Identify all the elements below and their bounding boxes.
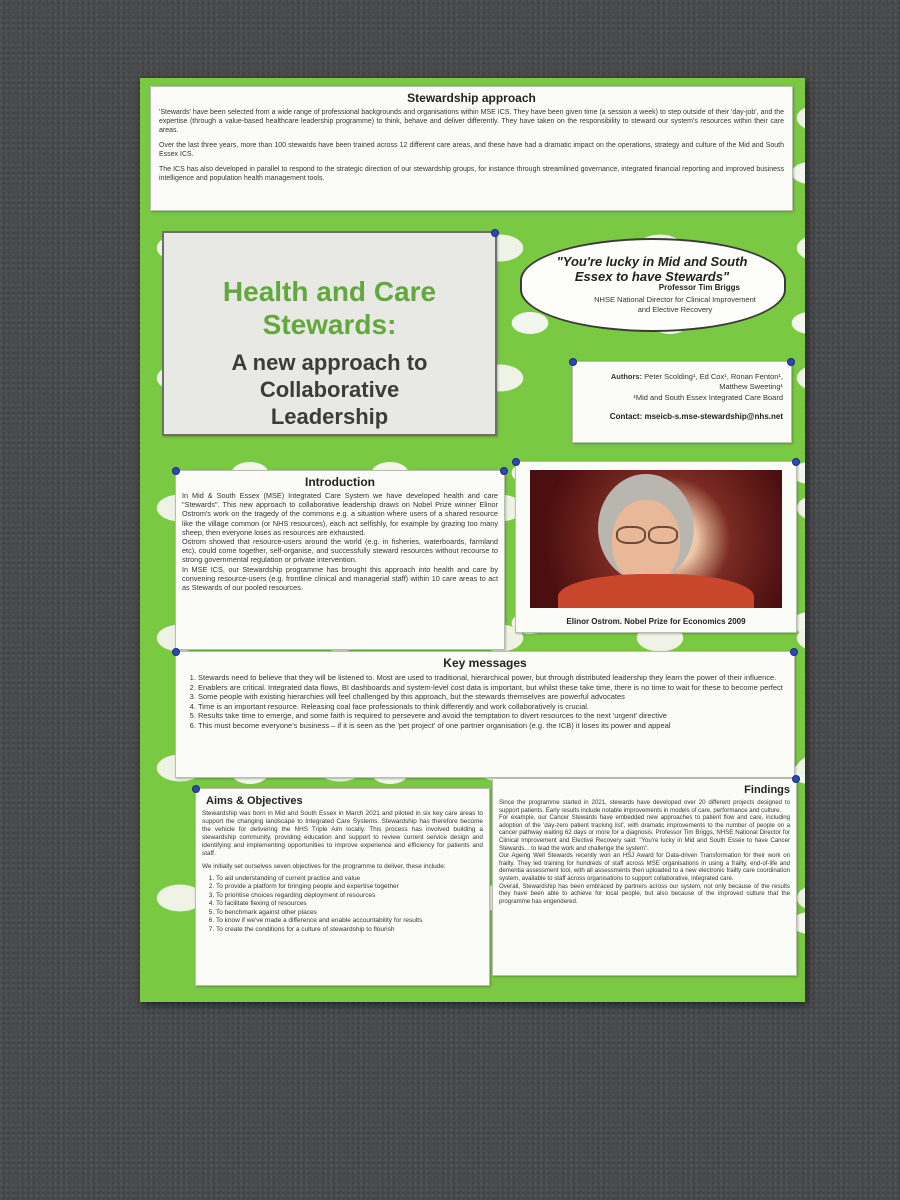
pin-icon xyxy=(512,458,520,466)
aims-paragraph: We initially set ourselves seven objectives for the programme to deliver, these include: xyxy=(202,862,446,870)
findings-box xyxy=(492,778,797,976)
list-item: 2. To provide a platform for bringing people and expertise together xyxy=(216,883,483,892)
pin-icon xyxy=(491,229,499,237)
introduction-paragraph: In MSE ICS, our Stewardship programme has brought this approach into health and care by convening resource-users (e.g. frontline clinical and managerial staff) within 10 care areas to act as Stewards of our pooled resources. xyxy=(182,564,498,593)
quote-role: NHSE National Director for Clinical Improvement and Elective Recovery xyxy=(594,295,756,314)
stewardship-paragraph: Over the last three years, more than 100 stewards have been trained across 12 different care areas, and these have had a dramatic impact on the operations, strategy and culture of the Mid and South Essex ICS. xyxy=(159,142,784,158)
pin-icon xyxy=(569,358,577,366)
stewardship-paragraph: 'Stewards' have been selected from a wide range of professional backgrounds and organisations within MSE ICS. They have been given time (a session a week) to step outside of their 'day-job', and the expertise (through a value-based healthcare leadership programme) to think, behave and deliver differently. They have taken on the responsibility to steward our system's resources within their care areas. xyxy=(159,109,784,134)
quote-text: "You're lucky in Mid and South Essex to have Stewards" xyxy=(556,254,748,284)
authors-affiliation: ¹Mid and South Essex Integrated Care Board xyxy=(633,393,783,402)
photo-box xyxy=(515,461,797,633)
stewardship-approach-box xyxy=(150,86,793,211)
list-item: 1. To aid understanding of current practice and value xyxy=(216,875,483,884)
poster-subtitle: A new approach to Collaborative Leadership xyxy=(231,350,428,429)
key-messages-box xyxy=(175,651,795,778)
list-item: 4. Time is an important resource. Releasing coal face professionals to think differently and work collaboratively is crucial. xyxy=(198,702,786,712)
findings-paragraph: Overall, Stewardship has been embraced by partners across our system, not only because of the results they have been able to achieve for local people, but also because of the improved culture that the programme has engendered. xyxy=(499,882,790,905)
quote-author: Professor Tim Briggs xyxy=(658,283,740,292)
pin-icon xyxy=(787,358,795,366)
introduction-box xyxy=(175,470,505,650)
poster-title: Health and Care Stewards: xyxy=(222,276,437,340)
authors-names: Peter Scolding¹, Ed Cox¹, Ronan Fenton¹, Matthew Sweeting¹ xyxy=(644,372,783,391)
list-item: 3. Some people with existing hierarchies will feel challenged by this approach, but the stewards themselves are powerful advocates xyxy=(198,692,786,702)
pin-icon xyxy=(500,467,508,475)
findings-paragraph: Since the programme started in 2021, stewards have developed over 20 different projects designed to support patients. Early results include notable improvements in models of care, performance and culture. xyxy=(499,799,790,814)
poster xyxy=(140,78,805,1002)
introduction-paragraph: Ostrom showed that resource-users around the world (e.g. in fisheries, waterboards, farmland etc), could come together, self-organise, and successfully steward resources without recourse to strong governmental regulation or private intervention. xyxy=(182,537,498,565)
pin-icon xyxy=(792,458,800,466)
introduction-title: Introduction xyxy=(305,475,375,489)
findings-paragraph: Our Ageing Well Stewards recently won an HSJ Award for Data-driven Transformation for their work on frailty. They led training for hundreds of staff across MSE organisations in using a frailty, end-of-life and dementia assessment tool, with all assessments then uploaded to a new electronic frailty care coordination system, available to staff across organisations to support collaborative, integrated care. xyxy=(499,852,790,882)
pin-icon xyxy=(792,775,800,783)
list-item: 5. To benchmark against other places xyxy=(216,909,483,918)
list-item: 2. Enablers are critical. Integrated data flows, BI dashboards and system-level cost data is important, but whilst these take time, there is no time to wait for these to become perfect xyxy=(198,683,786,693)
aims-paragraph: Stewardship was born in Mid and South Essex in March 2021 and piloted in six key care areas to support the changing landscape to Integrated Care Systems. Stewardship has therefore become the vehicle for delivering the NHS Triple Aim locally. This process has involved building a stewardship community, providing education and support to review current service design and identifying and implementing opportunities to improve experience and efficiency for patients and staff. xyxy=(202,810,483,858)
list-item: 7. To create the conditions for a culture of stewardship to flourish xyxy=(216,926,483,935)
findings-paragraph: For example, our Cancer Stewards have embedded new approaches to patient flow and care, including adoption of the 'day-zero patient tracking list', with dramatic improvements to the number of people on a cancer pathway waiting 62 days or more for a diagnosis. Professor Tim Briggs, NHSE National Director for Clinical Improvement and Elective Recovery said: "You're lucky in Mid and South Essex to have Cancer Stewards... to lead the work and challenge the system". xyxy=(499,814,790,852)
contact-email[interactable]: mseicb-s.mse-stewardship@nhs.net xyxy=(644,412,783,421)
aims-title: Aims & Objectives xyxy=(206,795,303,807)
key-messages-title: Key messages xyxy=(443,656,527,670)
authors-box xyxy=(572,361,792,443)
photo-caption: Elinor Ostrom. Nobel Prize for Economics 2009 xyxy=(566,617,746,626)
elinor-ostrom-photo xyxy=(530,470,782,608)
list-item: 6. This must become everyone's business – if it is seen as the 'pet project' of one partner organisation (e.g. the ICB) it loses its power and appeal xyxy=(198,721,786,731)
list-item: 5. Results take time to emerge, and some faith is required to persevere and avoid the temptation to divert resources to the next 'urgent' directive xyxy=(198,711,786,721)
authors-label: Authors: xyxy=(610,372,643,381)
pin-icon xyxy=(790,648,798,656)
list-item: 6. To know if we've made a difference and enable accountability for results xyxy=(216,917,483,926)
stewardship-approach-title: Stewardship approach xyxy=(407,91,536,105)
pin-icon xyxy=(172,648,180,656)
findings-title: Findings xyxy=(744,784,790,796)
contact-label: Contact: xyxy=(609,412,643,421)
pin-icon xyxy=(192,785,200,793)
stewardship-paragraph: The ICS has also developed in parallel to respond to the strategic direction of our stewardship groups, for instance through streamlined governance, integrated financial reporting and improved business intelligence and population health management tools. xyxy=(159,166,784,182)
aims-objectives-box xyxy=(195,788,490,986)
list-item: 3. To prioritise choices regarding deployment of resources xyxy=(216,892,483,901)
introduction-paragraph: In Mid & South Essex (MSE) Integrated Care System we have developed health and care "Stewards". This new approach to collaborative leadership draws on Nobel Prize winner Elinor Ostrom's work on the tragedy of the commons e.g. a situation where users of a shared resource like the village common (or NHS resources), each act selfishly, for example by grazing too many sheep, then everyone loses as resources are exhausted. xyxy=(182,491,498,537)
list-item: 4. To facilitate flexing of resources xyxy=(216,900,483,909)
title-box xyxy=(162,231,497,436)
list-item: 1. Stewards need to believe that they will be listened to. Most are used to traditional, hierarchical power, but through distributed leadership they learn the power of their influence. xyxy=(198,673,786,683)
pin-icon xyxy=(172,467,180,475)
